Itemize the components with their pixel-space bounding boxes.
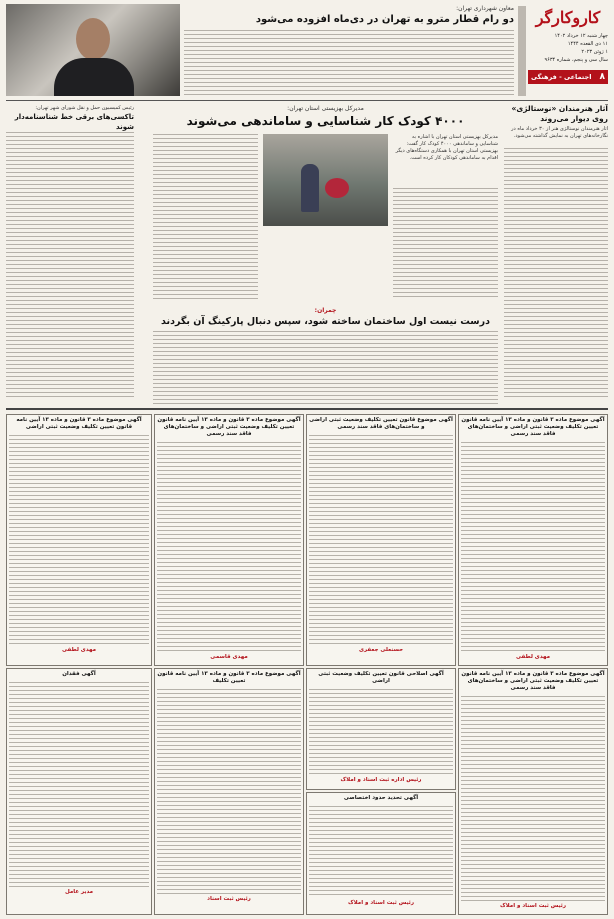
portrait-face-icon bbox=[76, 18, 110, 60]
second-story-body bbox=[153, 331, 498, 405]
ad-signature: رئیس ثبت اسناد و املاک bbox=[500, 903, 566, 909]
page-label-bar bbox=[528, 70, 608, 84]
main-story-kicker: مدیرکل بهزیستی استان تهران: bbox=[287, 105, 364, 112]
flower-bouquet-icon bbox=[325, 178, 349, 198]
ad-block-3 bbox=[154, 414, 304, 666]
side-story-headline: آثار هنرمندان «نوستالژی» روی دیوار می‌روند bbox=[511, 104, 608, 123]
ad-title: آگهی موضوع ماده ۳ قانون و ماده ۱۳ آیین نامه قانون تعیین تکلیف وضعیت ثبتی اراضی bbox=[16, 417, 142, 430]
main-story-headline: ۴۰۰۰ کودک کار شناسایی و ساماندهی می‌شوند bbox=[186, 114, 465, 128]
left-story-body bbox=[6, 132, 134, 398]
ad-block-5 bbox=[458, 668, 608, 915]
main-story bbox=[153, 104, 498, 304]
top-story-kicker: معاون شهرداری تهران: bbox=[456, 5, 514, 12]
rule-ads bbox=[6, 408, 608, 410]
ad-body bbox=[9, 682, 149, 887]
second-story bbox=[153, 306, 498, 406]
side-story bbox=[504, 104, 608, 404]
ad-body bbox=[309, 806, 453, 898]
ad-title: آگهی موضوع ماده ۳ قانون و ماده ۱۳ آیین نامه قانون تعیین تکلیف وضعیت ثبتی اراضی و ساختمان‌های فاقد سند رسمی bbox=[461, 417, 605, 437]
ad-body bbox=[309, 689, 453, 775]
ad-body bbox=[157, 442, 301, 652]
ad-title: آگهی موضوع قانون تعیین تکلیف وضعیت ثبتی اراضی و ساختمان‌های فاقد سند رسمی bbox=[309, 417, 453, 430]
issue-number: سال سی و پنجم، شماره ۹۶۳۴ bbox=[544, 57, 608, 63]
main-story-lead: مدیرکل بهزیستی استان تهران با اشاره به شناسایی و ساماندهی ۴۰۰۰ کودک کار گفت: بهزیستی استان تهران با همکاری دستگاه‌های دیگر اقدام به ساماندهی کودکان کار کرده است. bbox=[395, 134, 498, 161]
ad-title: آگهی موضوع ماده ۳ قانون و ماده ۱۳ آیین نامه قانون تعیین تکلیف وضعیت ثبتی اراضی و ساختمان‌های فاقد سند رسمی bbox=[461, 671, 605, 691]
main-story-body-left bbox=[153, 134, 258, 300]
masthead-vertical-strip bbox=[518, 6, 526, 96]
ad-signature: رئیس اداره ثبت اسناد و املاک bbox=[340, 777, 422, 783]
left-story-headline: تاکسی‌های برقی خط شناسنامه‌دار شوند bbox=[14, 113, 134, 131]
issue-date-gregorian: ۱ ژوئن ۲۰۲۳ bbox=[581, 49, 608, 55]
ad-title: آگهی تحدید حدود اختصاصی bbox=[343, 795, 419, 801]
top-story-photo bbox=[6, 4, 180, 96]
masthead-logo: کاروکارگر bbox=[535, 8, 601, 27]
ad-signature: رئیس ثبت اسناد و املاک bbox=[348, 900, 414, 906]
top-story-body bbox=[184, 30, 514, 96]
ad-block-2 bbox=[306, 414, 456, 666]
masthead bbox=[528, 4, 608, 96]
ad-signature: حسنعلی جعفری bbox=[358, 647, 404, 653]
left-story-kicker: رئیس کمیسیون حمل و نقل شورای شهر تهران: bbox=[35, 105, 134, 111]
issue-date-hijri: ۱۱ ذی القعده ۱۴۴۴ bbox=[567, 41, 608, 47]
ad-block-1 bbox=[458, 414, 608, 666]
ad-signature: مدیر عامل bbox=[64, 889, 94, 895]
ad-block-8 bbox=[154, 668, 304, 915]
ad-title: آگهی موضوع ماده ۳ قانون و ماده ۱۳ آیین نامه قانون تعیین تکلیف bbox=[157, 671, 301, 684]
ad-block-4 bbox=[6, 414, 152, 666]
main-story-photo bbox=[263, 134, 388, 226]
ad-body bbox=[461, 442, 605, 652]
ad-signature: مهدی لطفی bbox=[61, 647, 97, 653]
ad-signature: مهدی لطفی bbox=[515, 654, 551, 660]
ad-title: آگهی فقدان bbox=[62, 671, 96, 677]
ad-body bbox=[9, 435, 149, 645]
ad-block-7 bbox=[306, 792, 456, 915]
left-story bbox=[6, 104, 134, 404]
top-story-headline: دو رام قطار مترو به تهران در دی‌ماه افزوده می‌شود bbox=[255, 14, 514, 25]
ad-body bbox=[309, 435, 453, 645]
ad-signature: رئیس ثبت اسناد bbox=[207, 896, 251, 902]
top-story bbox=[184, 4, 514, 96]
ad-body bbox=[461, 696, 605, 901]
ad-block-9 bbox=[6, 668, 152, 915]
child-figure-icon bbox=[301, 164, 319, 212]
issue-date: چهار شنبه ۱۲ خرداد ۱۴۰۲ bbox=[554, 33, 608, 39]
page-label: اجتماعی - فرهنگی bbox=[531, 73, 592, 81]
ad-block-6 bbox=[306, 668, 456, 790]
page-number: ۸ bbox=[599, 72, 605, 82]
portrait-suit-icon bbox=[54, 58, 134, 96]
rule-top bbox=[6, 100, 608, 101]
ad-body bbox=[157, 689, 301, 894]
second-story-headline: درست نیست اول ساختمان ساخته شود، سپس دنبال پارکینگ آن بگردند bbox=[161, 316, 490, 327]
side-story-lead: آثار هنرمندان نوستالژی هنر از ۳۰ خرداد ماه در نگارخانه‌های تهران به نمایش گذاشته می‌شود. bbox=[511, 126, 608, 139]
ad-title: آگهی موضوع ماده ۳ قانون و ماده ۱۳ آیین نامه قانون تعیین تکلیف وضعیت ثبتی اراضی و ساختمان‌های فاقد سند رسمی bbox=[157, 417, 301, 437]
side-story-body bbox=[504, 148, 608, 398]
second-story-kicker: چمران: bbox=[314, 307, 337, 314]
ad-signature: مهدی قاسمی bbox=[210, 654, 248, 660]
ad-title: آگهی اصلاحی قانون تعیین تکلیف وضعیت ثبتی اراضی bbox=[318, 671, 444, 684]
main-story-body-right bbox=[393, 188, 498, 300]
